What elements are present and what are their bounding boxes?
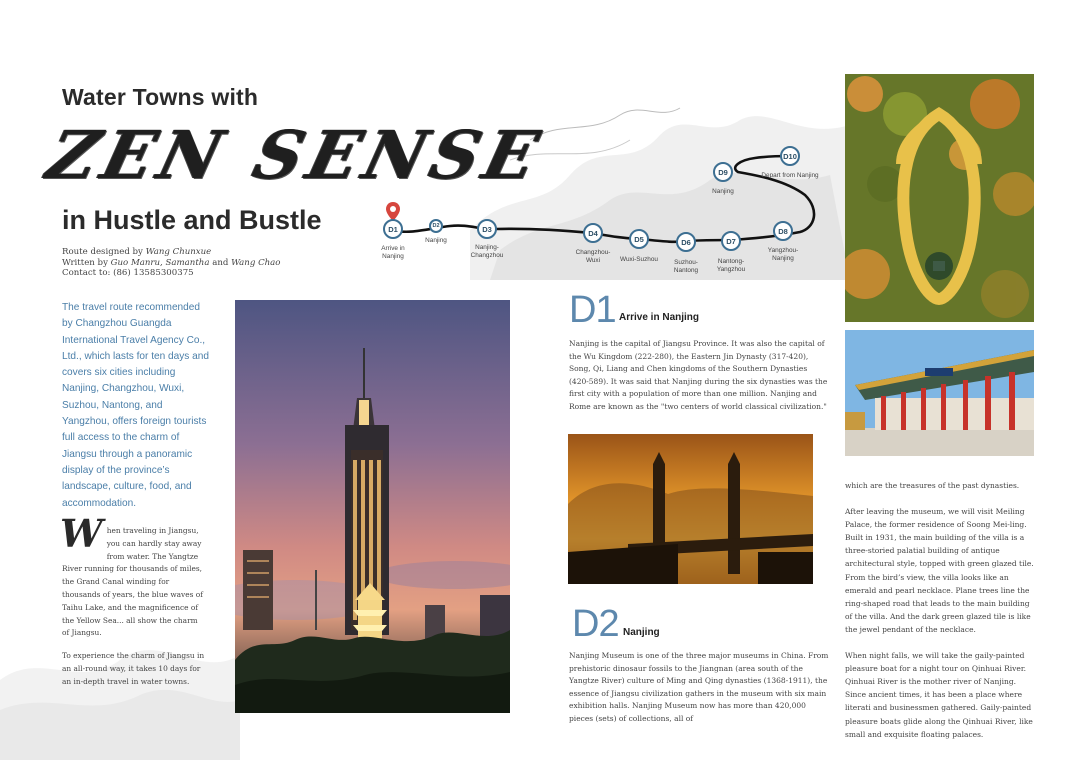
- route-stop-label: Wuxi-Suzhou: [620, 256, 658, 263]
- route-stop-d10: [780, 146, 800, 166]
- credits: [62, 247, 280, 279]
- drop-cap: W: [60, 511, 103, 556]
- body-para-1: hen traveling in Jiangsu, you can hardly stay away from water. The Yangtze River running for thousands of miles, the Grand Canal winding for thousands of years, the blue waves of Taihu Lake, and the magnificence of the Yellow Sea... all show the charm of Jiangsu.: [62, 526, 203, 638]
- route-stop-label: Arrive in Nanjing: [381, 245, 405, 260]
- credit-written-prefix: Written by: [62, 257, 111, 268]
- route-stop-d3: [477, 219, 497, 239]
- day-text-d1: Nanjing is the capital of Jiangsu Province. It was also the capital of the Wu Kingdom (222-280), the Eastern Jin Dynasty (317-420), Song, Qi, Liang and Chen kingdoms of the Southern Dynasties (420-589). It was said that Nanjing during the six dynasties was the first city with a population of more than one million. Nanjing and Rome are known as the "two centers of world classical civilization.": [569, 339, 828, 411]
- route-stop-id: D4: [588, 228, 598, 238]
- route-stop-label: Nantong-Yangzhou: [716, 258, 746, 273]
- route-stop-d5: [629, 229, 649, 249]
- meiling-palace-aerial-photo: [845, 74, 1034, 322]
- day-text-d2: Nanjing Museum is one of the three major museums in China. From prehistoric dinosaur fossils to the Jiangnan (area south of the Yangtze River) culture of Ming and Qing dynasties (1368-1911), the essence of Jiangsu civilization gathers in the museum with six main exhibition halls. Nanjing Museum now has more than 420,000 pieces (sets) of collections, all of: [569, 651, 829, 723]
- credit-written-and: and: [209, 257, 232, 268]
- route-stop-d7: [721, 231, 741, 251]
- title-line-3: in Hustle and Bustle: [62, 205, 322, 235]
- day-heading-d1: Arrive in Nanjing: [619, 312, 700, 323]
- credit-contact: Contact to: (86) 13585300375: [62, 268, 194, 278]
- credit-route-name: Wang Chunxue: [145, 247, 212, 257]
- credit-written-names-b: Wang Chao: [231, 257, 281, 268]
- route-stop-label: Yangzhou-Nanjing: [767, 247, 799, 262]
- body-para-2: To experience the charm of Jiangsu in an all-round way, it takes 10 days for an in-depth travel in water towns.: [62, 651, 205, 686]
- day-number-d2: D2: [572, 603, 619, 645]
- route-stop-d8: [773, 221, 793, 241]
- body-text-left: [60, 511, 206, 699]
- yangtze-bridge-photo: [568, 434, 813, 584]
- route-stop-id: D5: [634, 234, 644, 244]
- route-stop-d1: [383, 219, 403, 239]
- right-column-text: [845, 479, 1035, 754]
- route-stop-id: D3: [482, 224, 492, 234]
- route-stop-d4: [583, 223, 603, 243]
- credit-written-names-a: Guo Manru, Samantha: [110, 257, 210, 268]
- route-stop-id: D2: [432, 223, 440, 229]
- route-stop-id: D9: [718, 167, 728, 177]
- route-stop-label: Nanjing-Changzhou: [470, 244, 504, 259]
- route-stop-id: D6: [681, 237, 691, 247]
- route-stop-id: D8: [778, 226, 788, 236]
- title-zen-sense: ZEN SENSE: [40, 116, 552, 194]
- route-stop-label: Nanjing: [712, 188, 734, 195]
- right-para-3: When night falls, we will take the gaily-painted pleasure boat for a night tour on Qinhuai River. Qinhuai River is the mother river of Nanjing. Since ancient times, it has been a place where literati and businessmen gathered. Gaily-painted pleasure boats glide along the Qinhuai River, like small and exquisite floating palaces.: [845, 651, 1033, 739]
- day-heading-d2: Nanjing: [623, 627, 660, 638]
- right-para-2: After leaving the museum, we will visit Meiling Palace, the former residence of Soong Mei-ling. Built in 1931, the main building of the villa is a three-storied palatial building of antique architectural style, topped with green glazed tile. From the bird’s view, the villa looks like an emerald and pearl necklace. Plane trees line the ring-shaped road that leads to the main building of the villa. And the dark green glazed tile is like the jewel pendant of the necklace.: [845, 507, 1034, 634]
- route-stop-label: Depart from Nanjing: [761, 172, 819, 179]
- zifeng-tower-photo: [235, 300, 510, 713]
- route-line: [392, 156, 814, 242]
- route-stop-id: D10: [783, 151, 797, 161]
- right-para-1: which are the treasures of the past dynasties.: [845, 481, 1020, 490]
- intro-paragraph: The travel route recommended by Changzhou Guangda International Travel Agency Co., Ltd., which lasts for ten days and covers six cities including Nanjing, Changzhou, Wuxi, Suzhou, Nantong, and Yangzhou, offers foreign tourists full access to the charm of Jiangsu through a panoramic display of the province’s landscape, culture, food, and accommodation.: [62, 302, 210, 509]
- route-stop-label: Suzhou-Nantong: [673, 259, 699, 274]
- route-stop-label: Changzhou-Wuxi: [575, 249, 611, 264]
- title-line-1: Water Towns with: [62, 84, 259, 110]
- day-number-d1: D1: [569, 289, 616, 331]
- route-stop-id: D7: [726, 236, 736, 246]
- credit-route-prefix: Route designed by: [62, 247, 146, 257]
- route-stop-d6: [676, 232, 696, 252]
- route-stop-id: D1: [388, 224, 398, 234]
- route-stop-d9: [713, 162, 733, 182]
- route-stop-d2: [429, 219, 443, 233]
- route-stop-label: Nanjing: [425, 237, 447, 244]
- nanjing-museum-photo: [845, 330, 1034, 456]
